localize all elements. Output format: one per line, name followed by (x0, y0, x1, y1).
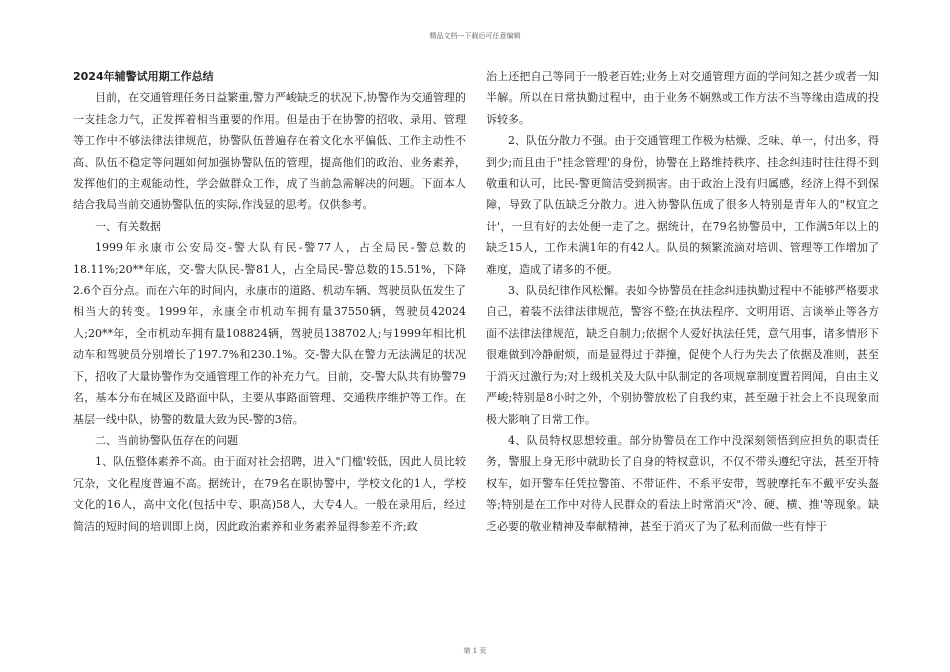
paragraph: 1、队伍整体素养不高。由于面对社会招聘，进入"门槛'较低，因此人员比较冗杂，文化程度普遍不高。据统计，在79名在职协警中，学校文化的1人，学校文化的16人，高中文化(包括中专、职高)58人，大专4人。一般在录用后，经过简洁的短时间的培训即上岗，因此政治素养和业务素养显得参差不齐;政 (73, 455, 466, 533)
right-column (486, 66, 879, 537)
paragraph: 二、当前协警队伍存在的问题 (95, 433, 238, 447)
left-column (73, 66, 466, 537)
document-title: 2024年辅警试用期工作总结 (73, 70, 214, 83)
paragraph: 目前，在交通管理任务日益繁重,警力严峻缺乏的状况下,协警作为交通管理的一支挂念力气，正发挥着相当重要的作用。但是由于在协警的招收、录用、管理等工作中不够法律法律规范，协警队伍普遍存在着文化水平偏低、工作主动性不高、队伍不稳定等问题如何加强协警队伍的管理，提高他们的政治、业务素养，发挥他们的主观能动性，学会做群众工作，成了当前急需解决的问题。下面本人结合我局当前交通协警队伍的实际,作浅显的思考。仅供参考。 (73, 91, 466, 212)
left-paragraphs (73, 87, 466, 537)
paragraph: 1999年永康市公安局交-警大队有民-警77人，占全局民-警总数的18.11%;20**年底，交-警大队民-警81人，占全局民-警总数的15.51%，下降2.6个百分点。而在六年的时间内，永康市的道路、机动车辆、驾驶员队伍发生了相当大的转变。1999年，永康全市机动车拥有量37550辆，驾驶员42024人;20**年，全市机动车拥有量108824辆，驾驶员138702人;与1999年相比机动车和驾驶员分别增长了197.7%和230.1%。交-警大队在警力无法满足的状况下，招收了大量协警作为交通管理工作的补充力气。目前，交-警大队共有协警79名，基本分布在城区及路面中队，主要从事路面管理、交通秩序维护等工作。在基层一线中队，协警的数量大致为民-警的3倍。 (73, 241, 466, 426)
paragraph: 一、有关数据 (95, 219, 161, 233)
paragraph: 3、队员纪律作风松懈。表如今协警员在挂念纠违执勤过程中不能够严格要求自己，着装不法律法律规范，警容不整;在执法程序、文明用语、言谈举止等各方面不法律法律规范，缺乏自制力;依据个人爱好执法任凭，意气用事，诸多情形下很难做到冷静耐烦，而是显得过于莽撞，促使个人行为失去了依据及准则，甚至于消灭过激行为;对上级机关及大队中队制定的各项规章制度置若罔闻，自由主义严峻;特别是8小时之外，个别协警放松了自我约束，甚至融于社会上不良现象而极大影响了日常工作。 (486, 284, 879, 426)
paragraph: 2、队伍分散力不强。由于交通管理工作极为枯燥、乏味、单一，付出多，得到少;而且由于"挂念管理'的身份，协警在上路维持秩序、挂念纠违时往往得不到敬重和认可，比民-警更简洁受到损害。由于政治上没有归属感，经济上得不到保障，导致了队伍缺乏分散力。进入协警队伍成了很多人特别是青年人的"权宜之计'，一旦有好的去处便一走了之。据统计，在79名协警员中，工作满5年以上的缺乏15人，工作未满1年的有42人。队员的频繁流滴对培训、管理等工作增加了难度，造成了诸多的不便。 (486, 134, 879, 276)
page-header: 精品文档---下载后可任意编辑 (429, 32, 521, 40)
paragraph: 4、队员特权思想较重。部分协警员在工作中没深刻领悟到应担负的职责任务，警服上身无形中就助长了自身的特权意识，不仅不带头遵纪守法，甚至开特权车，如开警车任凭拉警笛、不带证件、不系平安带，驾驶摩托车不戴平安头盔等;特别是在工作中对待人民群众的看法上时常消灭"冷、硬、横、推'等现象。缺乏必要的敬业精神及奉献精神，甚至于消灭了为了私利而做一些有悖于 (486, 433, 879, 533)
page-footer: 第 1 页 (463, 647, 487, 655)
paragraph: 治上还把自己等同于一般老百姓;业务上对交通管理方面的学问知之甚少或者一知半解。所以在日常执勤过程中，由于业务不娴熟或工作方法不当等缘由造成的投诉较多。 (486, 70, 879, 126)
right-paragraphs (486, 66, 879, 537)
